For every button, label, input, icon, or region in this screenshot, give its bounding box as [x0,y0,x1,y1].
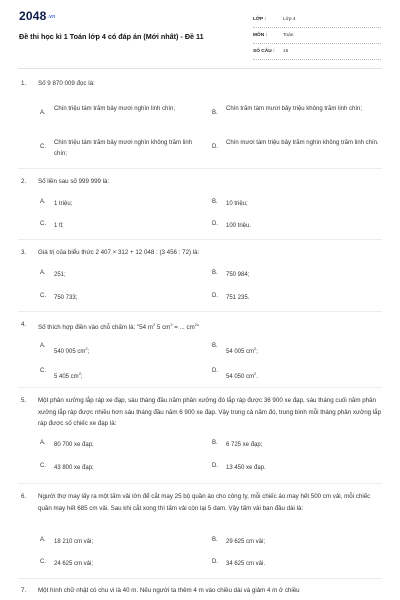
option-letter: D. [212,559,218,565]
superscript: 2 [152,322,156,327]
option-text: 751 235. [226,295,250,301]
option-punct: ; [87,349,90,355]
question-number: 5. [21,397,27,404]
option-letter: B. [212,270,218,276]
question-number: 4. [21,321,27,328]
question-text-part: = ... cm [172,324,195,332]
option-text [226,343,376,358]
site-logo[interactable] [19,9,55,23]
option-letter: D. [212,463,218,469]
option-text: 34 625 cm vải. [226,561,266,567]
question-divider [18,387,382,388]
option-value: 54 005 cm [226,349,255,355]
question-number: 3. [21,249,27,256]
option-letter: D. [212,144,218,150]
option-letter: A. [40,537,46,543]
option-letter: C. [40,559,46,565]
option-text: 13 450 xe đạp. [226,465,266,471]
option-text: 10 triệu; [226,201,248,207]
option-text: Chín triệu tám trăm bảy mươi nghìn không trăm linh chín; [54,140,193,157]
option-text [226,368,376,383]
option-letter: A. [40,110,46,116]
question-divider [18,578,382,579]
superscript: 2 [194,322,197,327]
option-value: 540 005 cm [54,349,86,355]
option-letter: A. [40,270,46,276]
option-letter: D. [212,221,218,227]
meta-row-count [253,46,383,60]
option-value: 54 050 cm [226,374,255,380]
option-letter: B. [212,537,218,543]
option-text: Chín mươi tám triệu bảy trăm nghìn không trăm linh chín. [226,140,379,146]
option-text: 29 625 cm vải; [226,539,266,545]
option-text: 80 700 xe đạp; [54,442,94,448]
superscript: 2 [170,322,173,327]
question-divider [18,311,382,312]
logo-suffix: .vn [47,13,56,20]
option-letter: B. [212,110,218,116]
option-text [54,368,204,383]
option-letter: C. [40,144,46,150]
option-text: 6 725 xe đạp; [226,442,263,448]
question-text-part: " [196,324,200,332]
option-letter: B. [212,199,218,205]
question-text: Một phân xưởng lắp ráp xe đạp, sáu tháng đầu năm phân xưởng đó lắp ráp được 36 900 xe đạp, sáu tháng cuối năm phân xưởng lắp ráp được nhiều hơn sáu tháng đầu năm 6 900 xe đạp. Vậy trong cả năm đó, trung bình mỗi tháng phân xưởng lắp ráp được số chiếc xe đạp là: [38,397,382,427]
header-divider [18,68,382,69]
question-divider [18,483,382,484]
option-text: 251; [54,272,66,278]
meta-label: MÔN : [253,33,268,38]
option-punct: . [256,374,258,380]
option-punct: ; [80,374,83,380]
option-letter: A. [40,343,46,349]
superscript: 2 [85,346,88,351]
option-letter: D. [212,293,218,299]
option-text [54,343,204,358]
option-text: 750 984; [226,272,250,278]
option-punct: ; [256,349,258,355]
question-divider [18,168,382,169]
question-text [38,319,383,334]
logo-main: 2048 [19,9,47,23]
option-letter: D. [212,368,218,374]
question-text-part: 5 cm [155,324,171,332]
option-text: 1 tỉ; [54,223,64,229]
meta-value: Lớp 4 [283,17,296,22]
option-text: 1 triệu; [54,201,73,207]
document-title: Đề thi học kì 1 Toán lớp 4 có đáp án (Mới nhất) - Đề 11 [19,32,204,41]
page-header [0,0,400,70]
option-letter: C. [40,221,46,227]
option-letter: C. [40,368,46,374]
meta-row-class [253,14,383,28]
option-letter: B. [212,440,218,446]
option-text: 750 733; [54,295,78,301]
meta-divider [253,27,381,28]
question-number: 1. [21,80,27,87]
option-text: Chín triệu tám trăm bảy mươi nghìn linh chín; [54,106,176,112]
option-letter: C. [40,463,46,469]
question-text-part: Số thích hợp điền vào chỗ chấm là: "54 m [38,324,153,332]
question-number: 7. [21,587,27,594]
meta-label: SỐ CÂU : [253,49,275,54]
option-text: Chín trăm tám mươi bảy triệu không trăm linh chín; [226,106,363,112]
question-text: Số liền sau số 999 999 là: [38,178,110,185]
superscript: 2 [78,371,81,376]
option-letter: A. [40,199,46,205]
question-number: 6. [21,493,27,500]
meta-row-subject [253,30,383,44]
meta-value: 15 [283,49,289,54]
meta-divider [253,43,381,44]
option-value: 5 405 cm [54,374,79,380]
question-number: 2. [21,178,27,185]
option-letter: C. [40,293,46,299]
question-text: Số 9 870 009 đọc là: [38,80,95,87]
option-letter: B. [212,343,218,349]
question-text: Một hình chữ nhật có chu vi là 40 m. Nếu người ta thêm 4 m vào chiều dài và giảm 4 m ở chiều [38,587,300,594]
question-divider [18,239,382,240]
option-text: 18 210 cm vải; [54,539,94,545]
meta-label: LỚP : [253,17,267,22]
meta-value: Toán [283,33,294,38]
question-text: Giá trị của biểu thức 2 407 × 312 + 12 048 : (3 456 : 72) là: [38,249,200,256]
question-text: Người thợ may lấy ra một tấm vải lớn để cắt may 25 bộ quần áo cho công ty, mỗi chiếc áo may hết 500 cm vải, mỗi chiếc quần may hết 685 cm vải. Sau khi cắt xong thì tấm vải còn lại 5 dam. Vậy tấm vải ban đầu dài là: [38,493,371,512]
option-text: 100 triệu. [226,223,252,229]
meta-divider [253,59,381,60]
option-text: 43 800 xe đạp; [54,465,94,471]
superscript: 2 [254,371,257,376]
option-letter: A. [40,440,46,446]
option-text: 24 625 cm vải; [54,561,94,567]
superscript: 2 [254,346,257,351]
